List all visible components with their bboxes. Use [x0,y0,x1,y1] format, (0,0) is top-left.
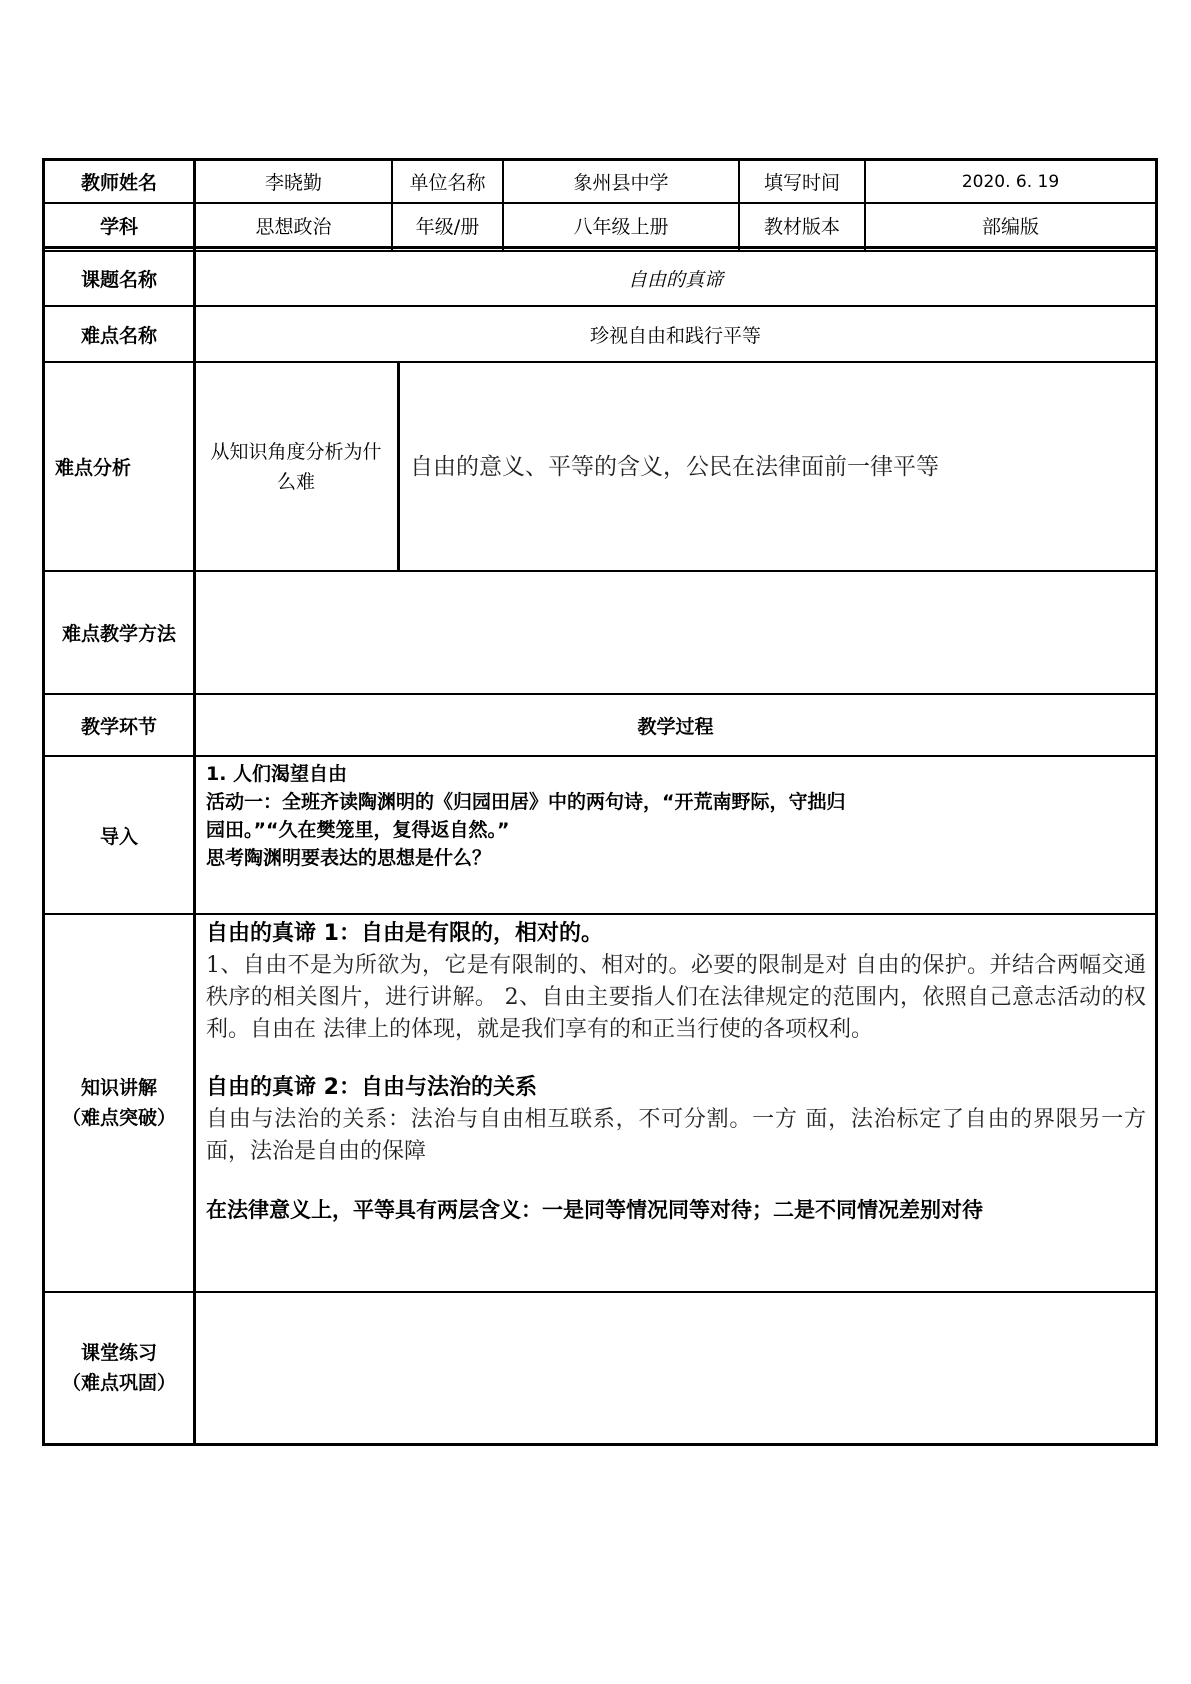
knowledge-label-line1: 知识讲解 [80,1077,157,1099]
knowledge-label [45,915,193,1291]
practice-label-line1: 课堂练习 [80,1342,157,1364]
unit-name-value: 象州县中学 [573,172,669,194]
subject-label: 学科 [99,215,138,238]
method-value [196,572,1155,693]
fill-date-label: 填写时间 [763,172,840,194]
intro-label: 导入 [99,825,138,848]
knowledge-paragraph-1: 1、自由不是为所欲为，它是有限制的、相对的。必要的限制是对 自由的保护。并结合两幅交通秩序的相关图片，进行讲解。 2、自由主要指人们在法律规定的范围内，依照自己意志活动的权利。自由在 法律上的体现，就是我们享有的和正当行使的各项权利。 [206,953,1146,1042]
method-label: 难点教学方法 [61,623,176,645]
knowledge-heading-1: 自由的真谛 1：自由是有限的，相对的。 [206,921,603,946]
unit-name-label: 单位名称 [409,172,486,194]
row-divider [42,913,1158,915]
knowledge-heading-2: 自由的真谛 2：自由与法治的关系 [206,1075,537,1100]
topic-value: 自由的真谛 [627,269,723,291]
intro-line: 1. 人们渴望自由 [206,763,348,785]
difficulty-label: 难点名称 [80,324,157,347]
knowledge-conclusion: 在法律意义上，平等具有两层含义：一是同等情况同等对待；二是不同情况差别对待 [206,1198,983,1222]
edition-label: 教材版本 [763,215,840,238]
row-divider [42,246,1158,249]
teacher-name-label: 教师姓名 [80,172,157,194]
knowledge-label-line2: （难点突破） [61,1107,176,1129]
process-header-label: 教学过程 [637,715,714,738]
analysis-value: 自由的意义、平等的含义，公民在法律面前一律平等 [410,453,939,480]
row-divider [42,755,1158,757]
practice-label-line2: （难点巩固） [61,1372,176,1394]
practice-value [196,1293,1155,1443]
grade-label: 年级/册 [415,215,480,238]
fill-date-value: 2020. 6. 19 [961,171,1060,192]
topic-label: 课题名称 [80,269,157,291]
table-border-bottom [42,1443,1158,1446]
intro-line: 思考陶渊明要表达的思想是什么？ [206,847,492,869]
knowledge-content [206,918,1146,1226]
edition-value: 部编版 [981,215,1039,238]
subject-value: 思想政治 [255,215,332,238]
knowledge-paragraph-2: 自由与法治的关系：法治与自由相互联系，不可分割。一方 面，法治标定了自由的界限另一方面，法治是自由的保障 [206,1107,1146,1164]
analysis-label: 难点分析 [55,457,132,479]
intro-content [206,760,1146,872]
analysis-sub-label: 从知识角度分析为什么难 [210,440,382,493]
table-border-right [1155,158,1158,1446]
intro-line: 活动一：全班齐读陶渊明的《归园田居》中的两句诗，“开荒南野际，守拙归 [206,791,846,813]
intro-line: 园田。”“久在樊笼里，复得返自然。” [206,819,510,841]
grade-value: 八年级上册 [573,215,669,238]
stage-header-label: 教学环节 [80,715,157,738]
practice-label [45,1293,193,1443]
teacher-name-value: 李晓勤 [264,172,322,194]
difficulty-value: 珍视自由和践行平等 [589,324,761,347]
